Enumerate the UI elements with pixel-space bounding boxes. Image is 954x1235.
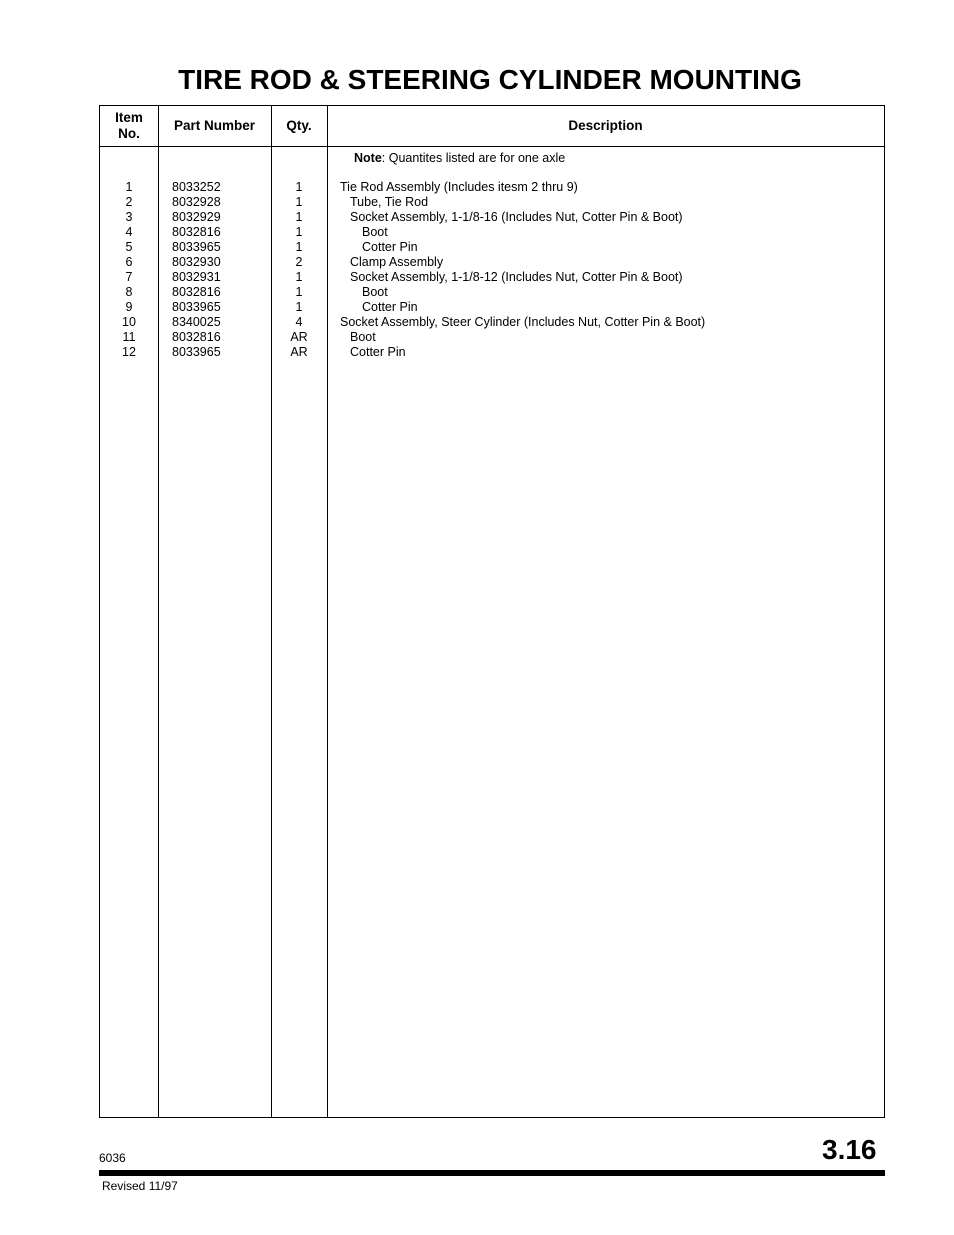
part-number-cell: 8033965 <box>172 300 221 314</box>
qty-cell: 1 <box>295 225 303 239</box>
description-cell: Boot <box>362 225 388 239</box>
qty-cell: AR <box>290 330 308 344</box>
description-cell: Socket Assembly, 1-1/8-16 (Includes Nut, Cotter Pin & Boot) <box>350 210 683 224</box>
part-number-cell: 8033965 <box>172 240 221 254</box>
note-text: : Quantites listed are for one axle <box>381 151 566 165</box>
table-note <box>354 151 565 165</box>
header-description: Description <box>568 118 643 133</box>
header-part-number: Part Number <box>173 118 256 133</box>
footer-rule <box>99 1170 885 1176</box>
item-number-cell: 5 <box>125 240 133 254</box>
description-cell: Cotter Pin <box>350 345 406 359</box>
column-divider <box>158 106 159 1117</box>
qty-cell: AR <box>290 345 308 359</box>
item-number-cell: 8 <box>125 285 133 299</box>
description-cell: Clamp Assembly <box>350 255 444 269</box>
item-number-cell: 6 <box>125 255 133 269</box>
qty-cell: 1 <box>295 195 303 209</box>
item-number-cell: 11 <box>122 330 136 344</box>
item-number-cell: 7 <box>125 270 133 284</box>
page-title: TIRE ROD & STEERING CYLINDER MOUNTING <box>178 64 802 95</box>
part-number-cell: 8032816 <box>172 225 221 239</box>
item-number-cell: 9 <box>125 300 133 314</box>
revision-date: Revised 11/97 <box>102 1179 178 1193</box>
qty-cell: 1 <box>295 300 303 314</box>
part-number-cell: 8032930 <box>172 255 221 269</box>
item-number-cell: 3 <box>125 210 133 224</box>
item-number-cell: 10 <box>122 315 136 329</box>
qty-cell: 4 <box>295 315 303 329</box>
part-number-cell: 8032931 <box>172 270 221 284</box>
qty-cell: 1 <box>295 210 303 224</box>
document-code: 6036 <box>99 1151 126 1165</box>
description-cell: Socket Assembly, 1-1/8-12 (Includes Nut, Cotter Pin & Boot) <box>350 270 683 284</box>
part-number-cell: 8033965 <box>172 345 221 359</box>
header-divider <box>100 146 884 147</box>
part-number-cell: 8032816 <box>172 330 221 344</box>
note-label: Note <box>354 151 382 165</box>
page-number: 3.16 <box>822 1134 877 1165</box>
part-number-cell: 8340025 <box>172 315 221 329</box>
part-number-cell: 8032929 <box>172 210 221 224</box>
column-divider <box>327 106 328 1117</box>
qty-cell: 2 <box>295 255 303 269</box>
item-number-cell: 4 <box>125 225 133 239</box>
description-cell: Tie Rod Assembly (Includes itesm 2 thru 9) <box>340 180 578 194</box>
qty-cell: 1 <box>295 270 303 284</box>
description-cell: Cotter Pin <box>362 300 418 314</box>
item-number-cell: 2 <box>125 195 133 209</box>
qty-cell: 1 <box>295 180 303 194</box>
description-cell: Socket Assembly, Steer Cylinder (Includes Nut, Cotter Pin & Boot) <box>340 315 706 329</box>
item-number-cell: 12 <box>122 345 136 359</box>
part-number-cell: 8033252 <box>172 180 221 194</box>
description-cell: Boot <box>362 285 388 299</box>
part-number-cell: 8032816 <box>172 285 221 299</box>
description-cell: Tube, Tie Rod <box>350 195 429 209</box>
qty-cell: 1 <box>295 240 303 254</box>
part-number-cell: 8032928 <box>172 195 221 209</box>
item-number-cell: 1 <box>125 180 133 194</box>
qty-cell: 1 <box>295 285 303 299</box>
header-qty: Qty. <box>286 118 312 133</box>
header-item-no: Item No. <box>115 110 143 141</box>
description-cell: Cotter Pin <box>362 240 418 254</box>
parts-table <box>99 105 885 1118</box>
description-cell: Boot <box>350 330 376 344</box>
